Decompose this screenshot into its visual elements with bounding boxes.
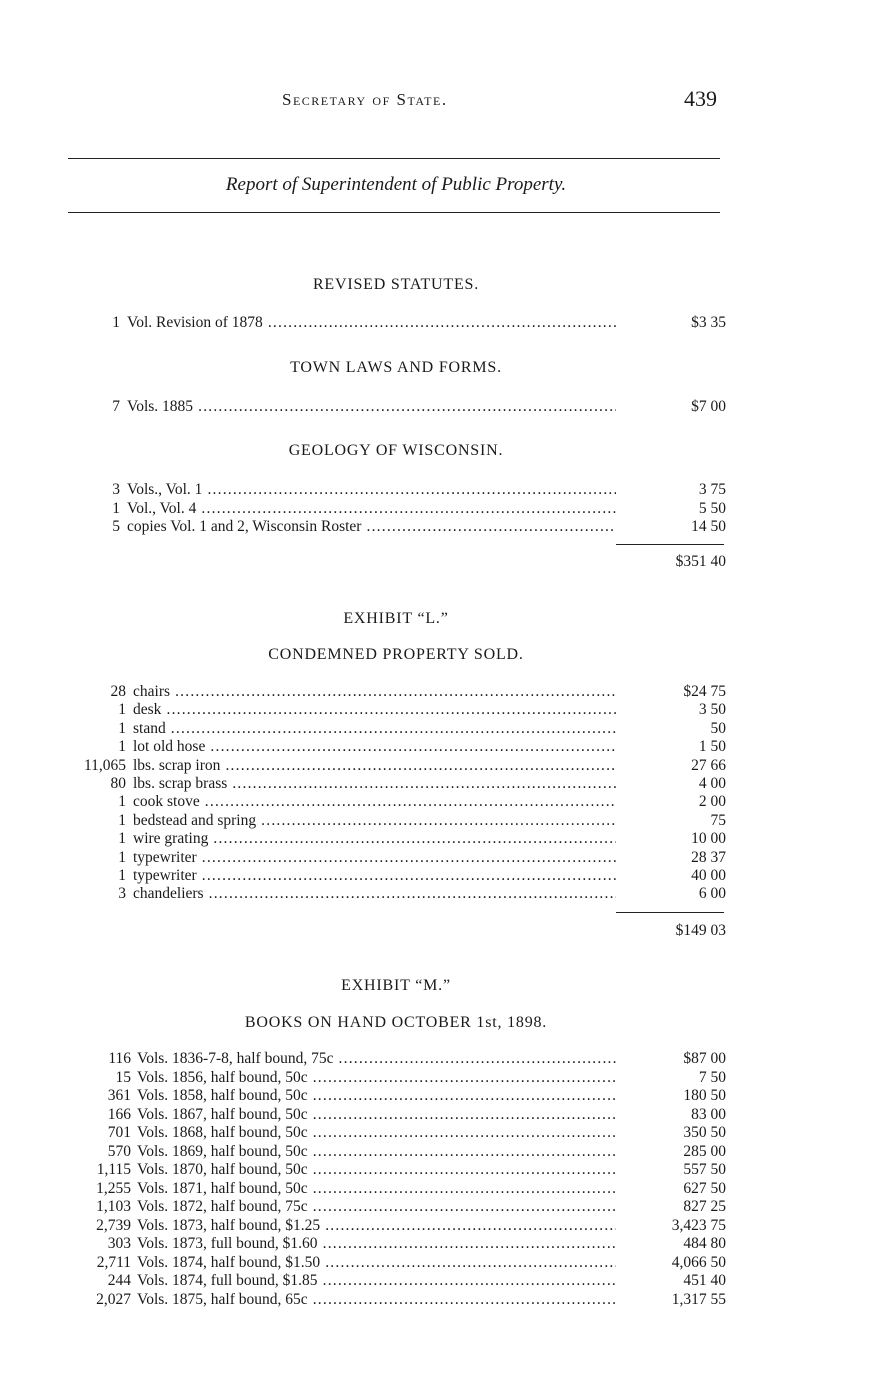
item-quantity: 2,711 xyxy=(96,1253,131,1271)
item-label: lot old hose ..... xyxy=(133,737,616,756)
item-label: chairs ..... xyxy=(133,682,616,701)
item-amount: 75 xyxy=(710,811,726,829)
item-quantity: 1,103 xyxy=(96,1198,131,1215)
list-item xyxy=(40,811,730,830)
list-item xyxy=(40,1253,730,1272)
item-label: Vols. 1868, half bound, 50c ..... xyxy=(137,1123,616,1142)
item-amount: 4,066 50 xyxy=(671,1253,726,1271)
exhibit-l-total-rule xyxy=(616,912,724,913)
item-quantity: 116 xyxy=(108,1050,131,1067)
item-amount: 14 50 xyxy=(691,518,726,535)
item-amount: $24 75 xyxy=(683,683,726,700)
item-label: Vols. 1874, full bound, $1.85 ..... xyxy=(137,1271,616,1290)
item-label: Vols. 1873, full bound, $1.60 ..... xyxy=(137,1234,616,1253)
item-quantity: 361 xyxy=(107,1087,131,1104)
top-rule xyxy=(68,158,720,159)
item-label: Vols., Vol. 1 ..... xyxy=(127,480,616,499)
item-quantity: 166 xyxy=(107,1105,131,1123)
item-quantity: 570 xyxy=(107,1142,131,1160)
list-item xyxy=(40,1271,730,1290)
list-item xyxy=(40,737,730,756)
report-title: Report of Superintendent of Public Property. xyxy=(225,174,567,195)
item-label: Vol., Vol. 4 ..... xyxy=(127,499,616,518)
running-title: Secretary of State. xyxy=(282,90,448,109)
item-quantity: 1,115 xyxy=(96,1161,131,1178)
list-item xyxy=(40,1290,730,1309)
item-amount: 1 50 xyxy=(698,738,726,756)
page-number: 439 xyxy=(684,86,717,111)
item-quantity: 1 xyxy=(118,848,126,866)
item-label: Vols. 1871, half bound, 50c ..... xyxy=(137,1179,616,1198)
item-quantity: 15 xyxy=(115,1068,131,1086)
list-item xyxy=(40,1049,730,1068)
item-amount: 27 66 xyxy=(691,756,726,774)
item-amount: 350 50 xyxy=(683,1124,726,1141)
item-quantity: 1 xyxy=(118,830,126,848)
list-item xyxy=(40,756,730,775)
item-amount: 285 00 xyxy=(683,1142,726,1160)
item-amount: $7 00 xyxy=(691,398,726,415)
list-item xyxy=(40,792,730,811)
item-amount: 6 00 xyxy=(698,885,726,903)
item-amount: 3,423 75 xyxy=(671,1216,726,1234)
list-item xyxy=(40,700,730,719)
item-quantity: 244 xyxy=(107,1272,131,1289)
item-label: copies Vol. 1 and 2, Wisconsin Roster ..... xyxy=(127,517,616,536)
item-amount: 3 50 xyxy=(698,701,726,719)
item-quantity: 1 xyxy=(112,499,120,517)
exhibit-l-subheading: CONDEMNED PROPERTY SOLD. xyxy=(268,646,524,663)
list-item xyxy=(40,1123,730,1142)
geology-total-rule xyxy=(616,544,724,545)
item-amount: 5 50 xyxy=(698,499,726,517)
item-amount: 484 80 xyxy=(683,1235,726,1252)
item-quantity: 7 xyxy=(112,398,120,415)
list-item xyxy=(40,1160,730,1179)
item-amount: 827 25 xyxy=(683,1198,726,1215)
item-quantity: 2,027 xyxy=(96,1290,131,1308)
item-label: Vols. 1873, half bound, $1.25 ..... xyxy=(137,1216,616,1235)
item-label: Vols. 1872, half bound, 75c ..... xyxy=(137,1197,616,1216)
item-quantity: 1 xyxy=(118,793,126,811)
item-label: Vols. 1869, half bound, 50c ..... xyxy=(137,1142,616,1161)
item-label: desk ..... xyxy=(133,700,616,719)
list-item xyxy=(40,829,730,848)
item-label: Vols. 1870, half bound, 50c ..... xyxy=(137,1160,616,1179)
item-amount: 180 50 xyxy=(683,1087,726,1104)
list-item xyxy=(40,1234,730,1253)
list-item xyxy=(40,397,730,416)
list-item xyxy=(40,1105,730,1124)
item-label: stand ..... xyxy=(133,719,616,738)
list-item xyxy=(40,884,730,903)
list-item xyxy=(40,1216,730,1235)
item-label: cook stove ..... xyxy=(133,792,616,811)
item-quantity: 2,739 xyxy=(96,1216,131,1234)
list-item xyxy=(40,848,730,867)
item-quantity: 1 xyxy=(118,701,126,719)
item-label: Vols. 1867, half bound, 50c ..... xyxy=(137,1105,616,1124)
item-amount: 7 50 xyxy=(698,1068,726,1086)
item-quantity: 3 xyxy=(118,885,126,903)
item-label: chandeliers ..... xyxy=(133,884,616,903)
item-amount: 1,317 55 xyxy=(671,1290,726,1308)
list-item xyxy=(40,866,730,885)
list-item xyxy=(40,682,730,701)
item-label: Vols. 1858, half bound, 50c ..... xyxy=(137,1086,616,1105)
list-item xyxy=(40,1142,730,1161)
list-item xyxy=(40,480,730,499)
geology-total xyxy=(600,552,726,571)
item-label: lbs. scrap brass ..... xyxy=(133,774,616,793)
item-quantity: 1 xyxy=(112,314,120,331)
exhibit-m-subheading: BOOKS ON HAND OCTOBER 1st, 1898. xyxy=(244,1014,548,1031)
item-quantity: 1 xyxy=(118,719,126,737)
item-amount: 28 37 xyxy=(691,848,726,866)
item-quantity: 11,065 xyxy=(83,756,126,774)
list-item xyxy=(40,1197,730,1216)
item-amount: 50 xyxy=(710,719,726,737)
exhibit-l-heading: EXHIBIT “L.” xyxy=(343,610,449,627)
exhibit-l-total xyxy=(600,921,726,940)
list-item xyxy=(40,774,730,793)
item-amount: 451 40 xyxy=(683,1272,726,1289)
item-label: Vols. 1836-7-8, half bound, 75c ..... xyxy=(137,1049,616,1068)
item-amount: 557 50 xyxy=(683,1161,726,1178)
item-label: typewriter ..... xyxy=(133,848,616,867)
section-heading-town-laws: TOWN LAWS AND FORMS. xyxy=(290,359,502,376)
total-amount: $149 03 xyxy=(675,922,726,939)
item-amount: $87 00 xyxy=(683,1050,726,1067)
item-label: lbs. scrap iron ..... xyxy=(133,756,616,775)
item-quantity: 1 xyxy=(118,738,126,756)
item-label: typewriter ..... xyxy=(133,866,616,885)
item-amount: 4 00 xyxy=(698,775,726,792)
item-amount: 10 00 xyxy=(691,830,726,848)
item-quantity: 5 xyxy=(112,518,120,535)
item-amount: 83 00 xyxy=(691,1105,726,1123)
list-item xyxy=(40,1086,730,1105)
item-amount: 627 50 xyxy=(683,1179,726,1197)
item-amount: 3 75 xyxy=(698,481,726,498)
item-amount: $3 35 xyxy=(691,314,726,331)
section-heading-revised-statutes: REVISED STATUTES. xyxy=(312,276,480,293)
item-quantity: 1 xyxy=(118,811,126,829)
list-item xyxy=(40,1179,730,1198)
list-item xyxy=(40,1068,730,1087)
item-quantity: 1,255 xyxy=(96,1179,131,1197)
item-amount: 40 00 xyxy=(691,867,726,884)
list-item xyxy=(40,517,730,536)
list-item xyxy=(40,313,730,332)
bottom-rule xyxy=(68,212,720,213)
item-label: Vols. 1875, half bound, 65c ..... xyxy=(137,1290,616,1309)
item-quantity: 28 xyxy=(110,683,126,700)
item-quantity: 701 xyxy=(107,1124,131,1141)
exhibit-m-heading: EXHIBIT “M.” xyxy=(341,977,451,994)
page-header xyxy=(0,86,872,116)
item-quantity: 1 xyxy=(118,867,126,884)
section-heading-geology: GEOLOGY OF WISCONSIN. xyxy=(288,442,504,459)
item-label: Vol. Revision of 1878 ..... xyxy=(127,313,616,332)
list-item xyxy=(40,499,730,518)
item-amount: 2 00 xyxy=(698,793,726,811)
item-label: Vols. 1874, half bound, $1.50 ..... xyxy=(137,1253,616,1272)
item-quantity: 3 xyxy=(112,481,120,498)
item-label: Vols. 1885 ..... xyxy=(127,397,616,416)
item-label: wire grating ..... xyxy=(133,829,616,848)
item-quantity: 303 xyxy=(107,1235,131,1252)
item-label: Vols. 1856, half bound, 50c ..... xyxy=(137,1068,616,1087)
item-label: bedstead and spring ..... xyxy=(133,811,616,830)
total-amount: $351 40 xyxy=(675,553,726,570)
list-item xyxy=(40,719,730,738)
item-quantity: 80 xyxy=(110,775,126,792)
